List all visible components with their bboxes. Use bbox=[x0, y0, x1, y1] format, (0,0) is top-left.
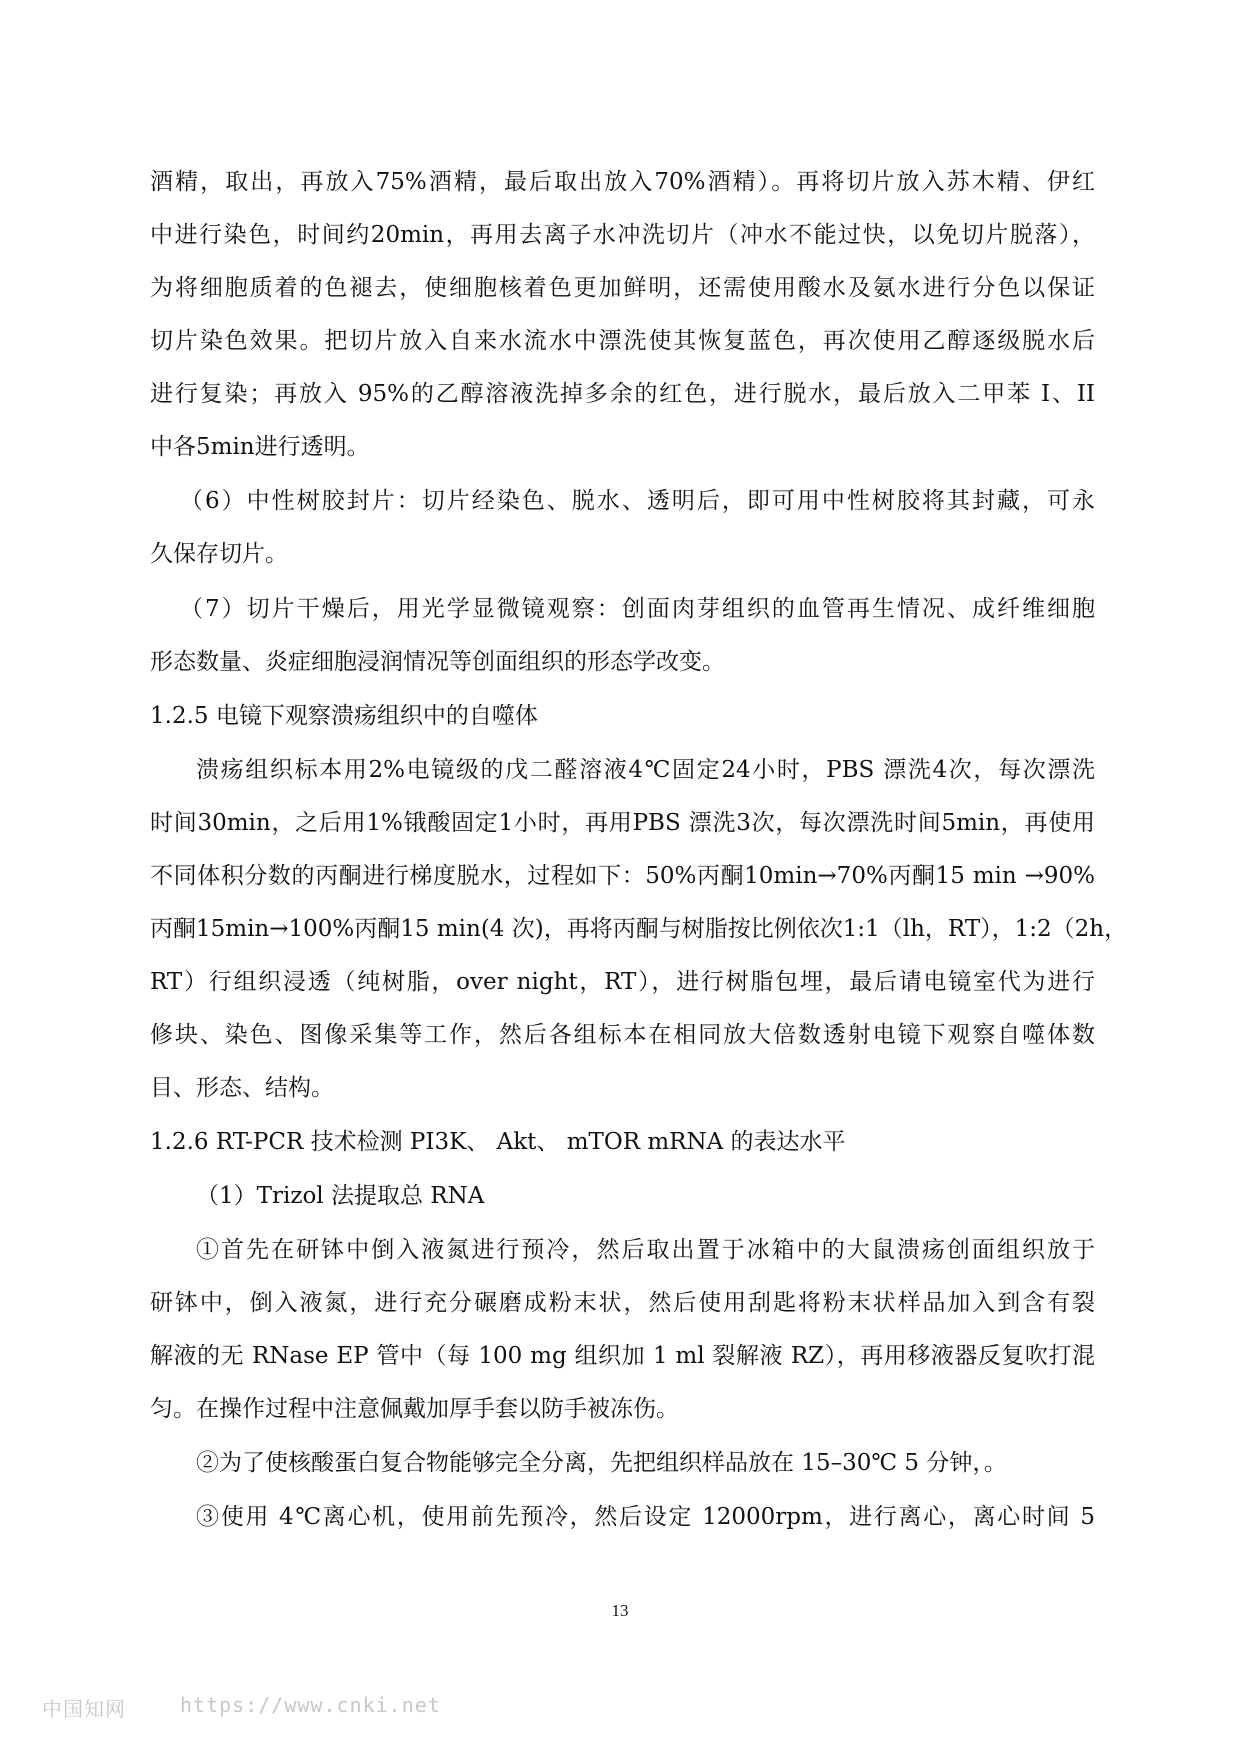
text-line: 研钵中，倒入液氮，进行充分碾磨成粉末状，然后使用刮匙将粉末状样品加入到含有裂 bbox=[150, 1290, 1095, 1316]
text-line: RT）行组织浸透（纯树脂，over night，RT），进行树脂包埋，最后请电镜室代为进行 bbox=[150, 969, 1095, 995]
text-line: 时间30min，之后用1%锇酸固定1小时，再用PBS 漂洗3次，每次漂洗时间5min，再使用 bbox=[150, 810, 1095, 836]
text-line: 进行复染；再放入 95%的乙醇溶液洗掉多余的红色，进行脱水，最后放入二甲苯 I、II bbox=[150, 381, 1095, 407]
text-line: 修块、染色、图像采集等工作，然后各组标本在相同放大倍数透射电镜下观察自噬体数 bbox=[150, 1022, 1095, 1048]
text-line: 中进行染色，时间约20min，再用去离子水冲洗切片（冲水不能过快，以免切片脱落）， bbox=[150, 222, 1095, 248]
text-line: 形态数量、炎症细胞浸润情况等创面组织的形态学改变。 bbox=[150, 649, 725, 675]
text-line: 酒精，取出，再放入75%酒精，最后取出放入70%酒精）。再将切片放入苏木精、伊红 bbox=[150, 169, 1095, 195]
text-line: 切片染色效果。把切片放入自来水流水中漂洗使其恢复蓝色，再次使用乙醇逐级脱水后 bbox=[150, 328, 1095, 354]
text-line: 丙酮15min→100%丙酮15 min(4 次)，再将丙酮与树脂按比例依次1:1（lh，RT），1:2（2h， bbox=[150, 916, 1128, 942]
text-line: 久保存切片。 bbox=[150, 541, 288, 567]
watermark-site-name: 中国知网 bbox=[42, 1697, 126, 1721]
text-line: 为将细胞质着的色褪去，使细胞核着色更加鲜明，还需使用酸水及氨水进行分色以保证 bbox=[150, 275, 1095, 301]
page-number: 13 bbox=[611, 1601, 629, 1620]
text-line: ①首先在研钵中倒入液氮进行预冷，然后取出置于冰箱中的大鼠溃疡创面组织放于 bbox=[196, 1237, 1095, 1263]
text-line: 中各5min进行透明。 bbox=[150, 434, 370, 460]
text-line: ③使用 4℃离心机，使用前先预冷，然后设定 12000rpm，进行离心，离心时间 5 bbox=[196, 1504, 1095, 1530]
section-heading: 1.2.6 RT-PCR 技术检测 PI3K、 Akt、 mTOR mRNA 的表达水平 bbox=[150, 1129, 846, 1155]
text-line: 不同体积分数的丙酮进行梯度脱水，过程如下：50%丙酮10min→70%丙酮15 min →90% bbox=[150, 863, 1095, 889]
text-line: 匀。在操作过程中注意佩戴加厚手套以防手被冻伤。 bbox=[150, 1396, 679, 1422]
text-line: （7）切片干燥后，用光学显微镜观察：创面肉芽组织的血管再生情况、成纤维细胞 bbox=[180, 596, 1095, 622]
text-line: （6）中性树胶封片：切片经染色、脱水、透明后，即可用中性树胶将其封藏，可永 bbox=[180, 488, 1095, 514]
section-heading: 1.2.5 电镜下观察溃疡组织中的自噬体 bbox=[150, 703, 538, 729]
text-line: 目、形态、结构。 bbox=[150, 1075, 334, 1101]
watermark-url: https://www.cnki.net bbox=[180, 1693, 441, 1717]
text-line: 溃疡组织标本用2%电镜级的戊二醛溶液4℃固定24小时，PBS 漂洗4次，每次漂洗 bbox=[196, 757, 1095, 783]
text-line: 解液的无 RNase EP 管中（每 100 mg 组织加 1 ml 裂解液 RZ），再用移液器反复吹打混 bbox=[150, 1343, 1095, 1369]
subsection-heading: （1）Trizol 法提取总 RNA bbox=[196, 1183, 485, 1209]
text-line: ②为了使核酸蛋白复合物能够完全分离，先把组织样品放在 15–30℃ 5 分钟，。 bbox=[196, 1450, 1007, 1476]
